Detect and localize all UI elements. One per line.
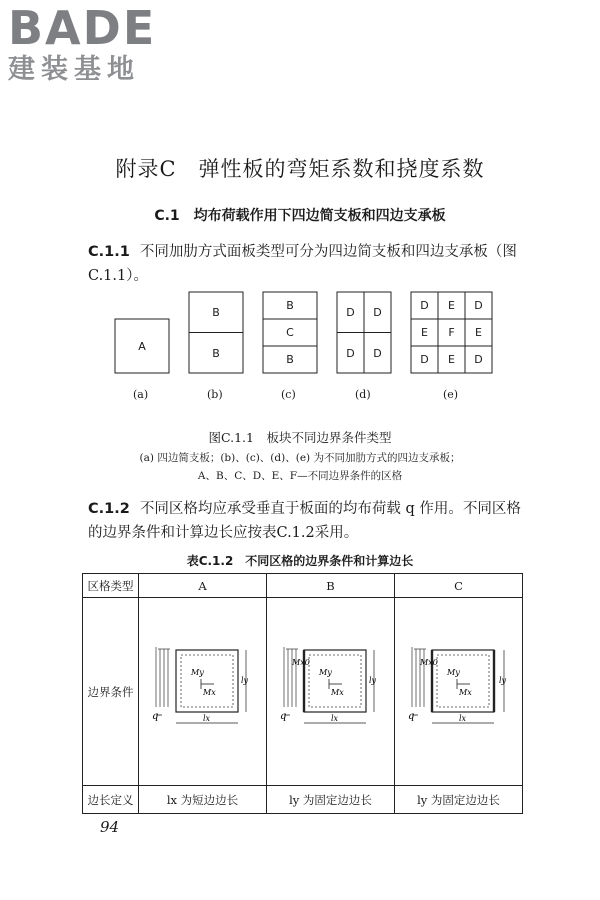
clause-number: C.1.2: [88, 501, 130, 517]
moment-mx-label: Mx: [202, 688, 216, 697]
region-label: E: [421, 326, 428, 339]
region-label: B: [286, 299, 294, 312]
span-lx-label: lx: [458, 714, 466, 723]
region-label: B: [212, 305, 220, 319]
moment-mx0-label: Mx0: [291, 658, 310, 667]
span-lx-label: lx: [330, 714, 338, 723]
slab-outline: [432, 650, 494, 712]
figure-caption: 图C.1.1 板块不同边界条件类型: [208, 430, 392, 445]
table-header-row: [83, 574, 523, 598]
region-label: E: [475, 326, 482, 339]
boundary-diagram-b: [276, 645, 386, 735]
load-arrows: [284, 647, 298, 707]
figure-c11: [0, 288, 600, 408]
moment-mx-label: Mx: [330, 688, 344, 697]
header-cell: B: [267, 574, 395, 598]
row-label: 边界条件: [83, 598, 139, 786]
appendix-title: 附录C 弹性板的弯矩系数和挠度系数: [115, 157, 485, 181]
span-lx-label: lx: [202, 714, 210, 723]
load-q-label: q: [151, 711, 158, 722]
section-heading: C.1 均布荷载作用下四边简支板和四边支承板: [154, 208, 446, 224]
header-cell: A: [139, 574, 267, 598]
panel-label-c: (c): [281, 388, 296, 401]
region-label: E: [448, 299, 455, 312]
inner-dashed-outline: [309, 655, 361, 707]
clause-text: 不同区格均应承受垂直于板面的均布荷载 q 作用。不同区格的边界条件和计算边长应按表C.1.2采用。: [88, 501, 521, 541]
diagram-cell-c: [395, 598, 523, 786]
header-cell: C: [395, 574, 523, 598]
load-q-label: q: [279, 711, 286, 722]
table-row-length: [83, 786, 523, 814]
clause-text: 不同加肋方式面板类型可分为四边简支板和四边支承板（图C.1.1）。: [88, 244, 517, 284]
region-label: A: [138, 339, 146, 353]
load-arrows: [412, 647, 426, 707]
row-label: 边长定义: [83, 786, 139, 814]
slab-outline: [304, 650, 366, 712]
panel-label-b: (b): [207, 388, 223, 401]
load-q-label: q: [407, 711, 414, 722]
inner-dashed-outline: [437, 655, 489, 707]
moment-my-label: My: [446, 668, 460, 677]
region-label: D: [373, 346, 382, 360]
region-label: E: [448, 353, 455, 366]
span-ly-label: ly: [498, 676, 506, 685]
region-label: D: [346, 346, 355, 360]
diagram-cell-a: [139, 598, 267, 786]
region-label: B: [286, 353, 294, 366]
boundary-diagram-c: [404, 645, 514, 735]
table-caption: 表C.1.2 不同区格的边界条件和计算边长: [186, 554, 414, 568]
region-label: D: [474, 299, 483, 312]
length-definition-b: ly 为固定边边长: [267, 786, 395, 814]
length-definition-a: lx 为短边边长: [139, 786, 267, 814]
figure-note-1: (a) 四边简支板；(b)、(c)、(d)、(e) 为不同加肋方式的四边支承板；: [139, 452, 461, 464]
region-label: D: [474, 353, 483, 366]
panel-label-e: (e): [443, 388, 459, 401]
load-arrows: [156, 647, 170, 707]
region-label: C: [286, 326, 294, 339]
logo-wordmark: BADE: [8, 1, 157, 55]
span-ly-label: ly: [368, 676, 376, 685]
table-row-boundary: [83, 598, 523, 786]
moment-my-label: My: [318, 668, 332, 677]
page-number: 94: [100, 818, 120, 836]
diagram-cell-b: [267, 598, 395, 786]
region-label: D: [346, 305, 355, 319]
header-cell: 区格类型: [83, 574, 139, 598]
length-definition-c: ly 为固定边边长: [395, 786, 523, 814]
region-label: D: [373, 305, 382, 319]
region-label: D: [420, 299, 429, 312]
paragraph-c12: [88, 497, 528, 545]
moment-mx-label: Mx: [458, 688, 472, 697]
panel-label-d: (d): [355, 388, 371, 401]
inner-dashed-outline: [181, 655, 233, 707]
region-label: D: [420, 353, 429, 366]
boundary-table: [82, 573, 523, 814]
boundary-diagram-a: [148, 645, 258, 735]
span-ly-label: ly: [240, 676, 248, 685]
bade-logo: [8, 1, 157, 86]
moment-mx0-label: Mx0: [419, 658, 438, 667]
panel-label-a: (a): [133, 388, 149, 401]
figure-note-2: A、B、C、D、E、F—不同边界条件的区格: [197, 470, 403, 482]
region-label: B: [212, 346, 220, 360]
moment-my-label: My: [190, 668, 204, 677]
slab-outline: [176, 650, 238, 712]
logo-subtitle: 建装基地: [8, 54, 140, 85]
region-label: F: [448, 326, 455, 339]
clause-number: C.1.1: [88, 244, 130, 260]
paragraph-c11: [88, 240, 528, 288]
